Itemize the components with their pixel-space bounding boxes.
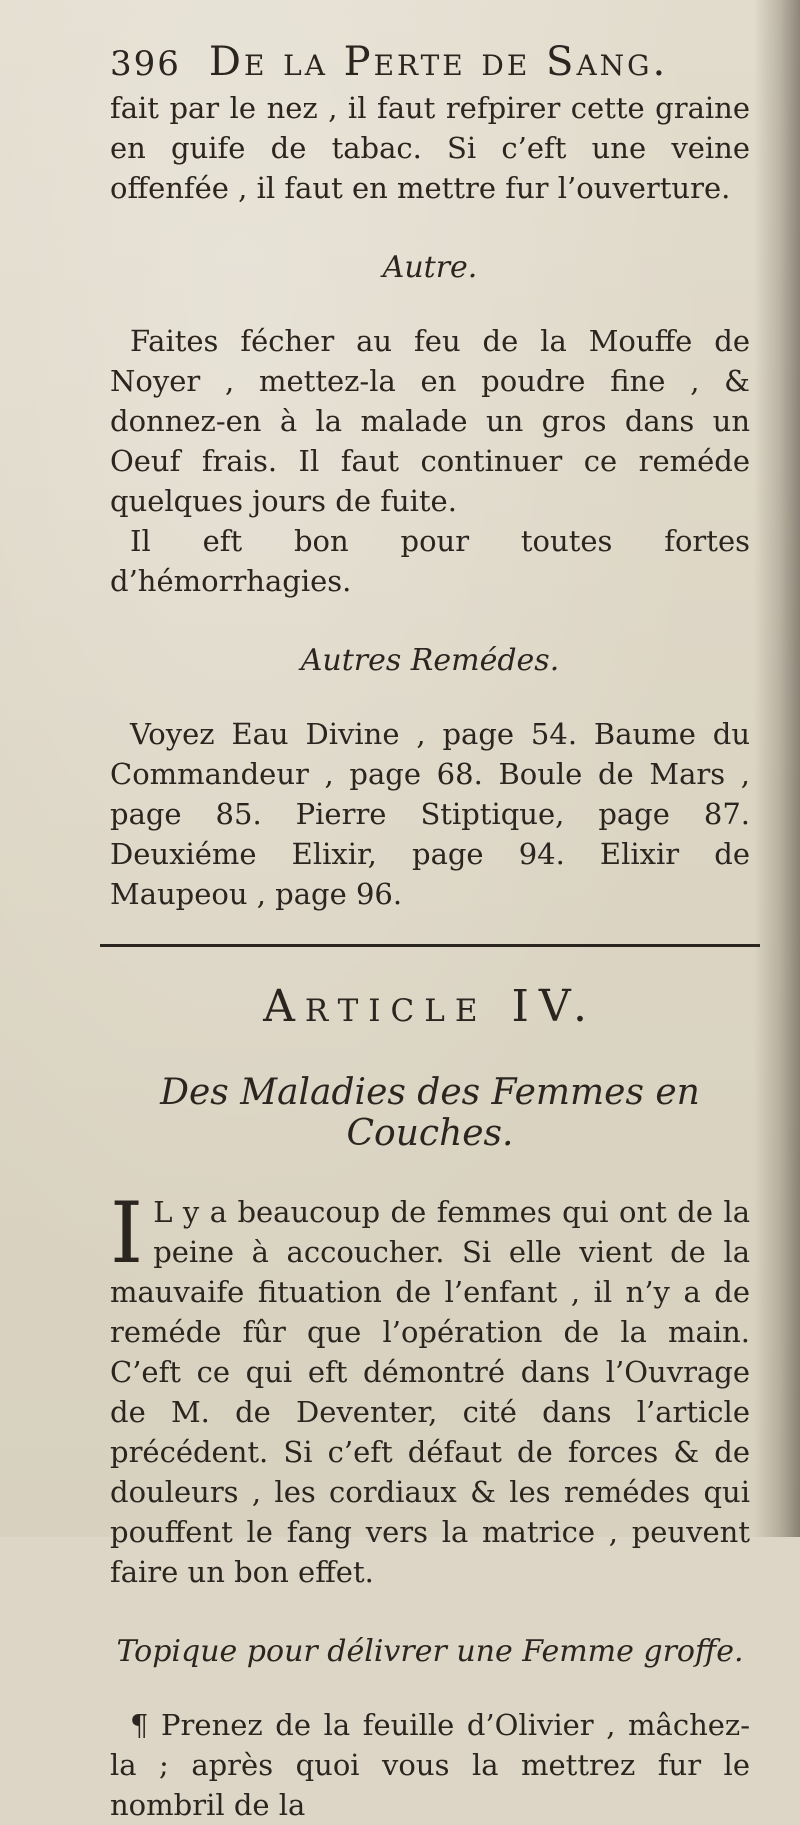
subhead-topique: Topique pour délivrer une Femme groffe. <box>116 1634 744 1669</box>
subhead-autres-remedes: Autres Remédes. <box>300 643 560 678</box>
paragraph-autres-remedes: Voyez Eau Divine , page 54. Baume du Commandeur , page 68. Boule de Mars , page 85. Pierre Stiptique, page 87. Deuxiéme Elixir, page 94. Elixir de Maupeou , page 96. <box>110 717 750 911</box>
subhead-autre: Autre. <box>382 250 478 285</box>
paragraph-autre-1: Faites fécher au feu de la Mouffe de Noyer , mettez-la en poudre fine , & donnez-en à la malade un gros dans un Oeuf frais. Il faut continuer ce reméde quelques jours de fuite. <box>110 324 750 518</box>
drop-cap: I <box>110 1184 144 1282</box>
page-edge-shadow <box>754 0 800 1537</box>
paragraph-article-text: L y a beaucoup de femmes qui ont de la peine à accoucher. Si elle vient de la mauvaife fituation de l’enfant , il n’y a de reméde fûr que l’opération de la main. C’eft ce qui eft démontré dans l’Ouvrage de M. de Deventer, cité dans l’article précédent. Si c’eft défaut de forces & de douleurs , les cordiaux & les remédes qui pouffent le fang vers la matrice , peuvent faire un bon effet. <box>110 1195 750 1589</box>
paragraph-autre-2: Il eft bon pour toutes fortes d’hémorrhagies. <box>110 524 750 598</box>
paragraph-topique: ¶ Prenez de la feuille d’Olivier , mâchez-la ; après quoi vous la mettrez fur le nombril de la <box>110 1708 750 1822</box>
article-title: Article IV. <box>263 981 597 1032</box>
page-number: 396 <box>110 44 181 84</box>
page-content <box>110 40 750 1825</box>
section-rule <box>100 944 760 947</box>
paragraph-continuation: fait par le nez , il faut refpirer cette graine en guife de tabac. Si c’eft une veine offenfée , il faut en mettre fur l’ouverture. <box>110 91 750 205</box>
section-title: Des Maladies des Femmes en Couches. <box>160 1072 700 1154</box>
paragraph-article <box>110 1184 750 1592</box>
running-title: De la Perte de Sang. <box>208 39 669 85</box>
page-header <box>110 40 750 86</box>
